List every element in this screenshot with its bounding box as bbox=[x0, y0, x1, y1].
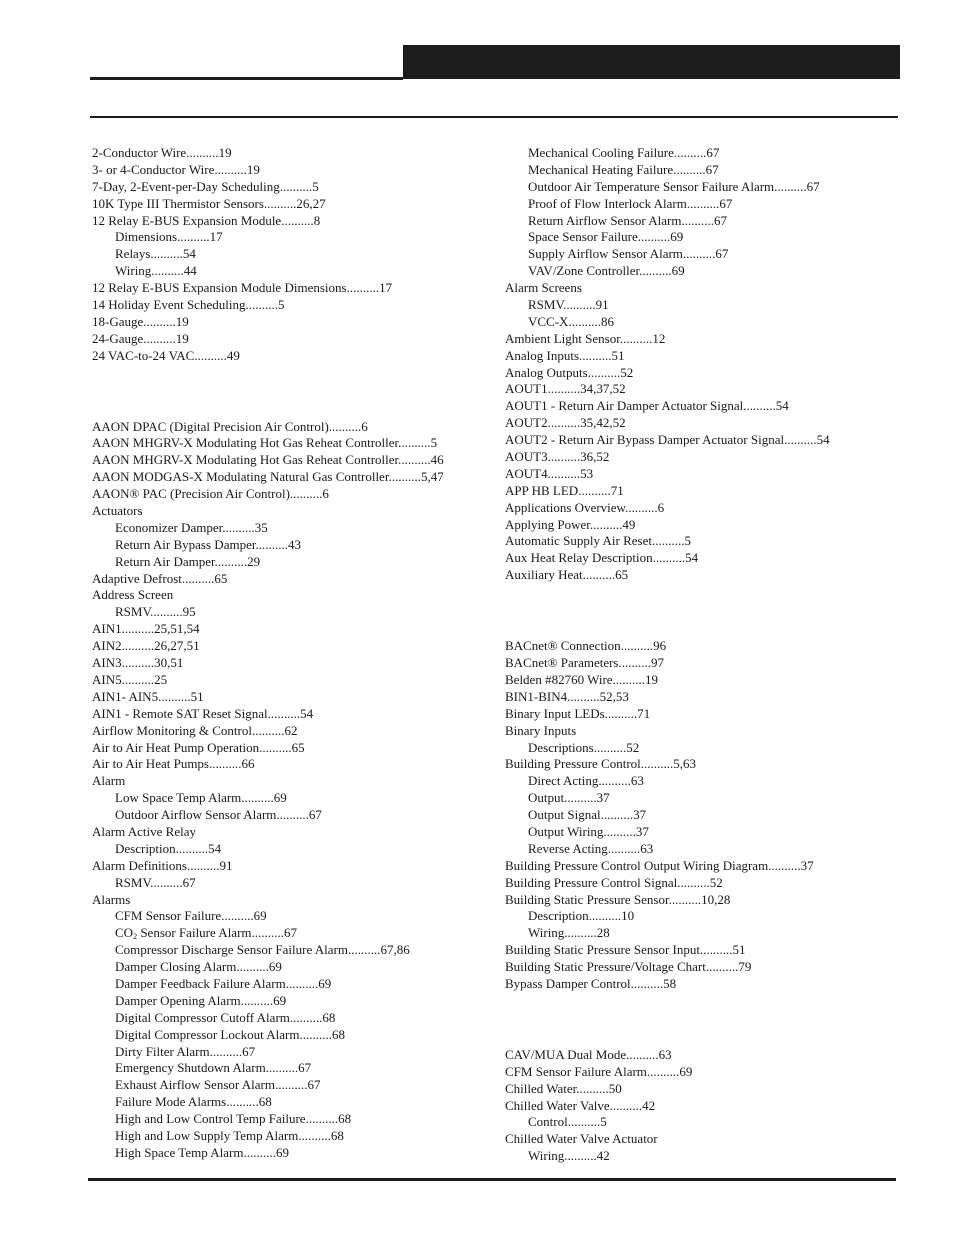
top-divider bbox=[90, 116, 898, 118]
index-group-b bbox=[505, 638, 905, 993]
index-entry: 2-Conductor Wire..........19 bbox=[92, 145, 232, 160]
index-subentry: Direct Acting..........63 bbox=[528, 773, 644, 789]
index-subentry: Return Air Bypass Damper..........43 bbox=[115, 536, 301, 552]
header-bar bbox=[403, 45, 900, 79]
section-gap bbox=[92, 365, 492, 419]
index-entry: Building Static Pressure Sensor Input..........51 bbox=[505, 942, 746, 958]
index-entry: Building Pressure Control Signal..........52 bbox=[505, 874, 723, 890]
index-entry: Alarms bbox=[92, 891, 131, 907]
index-entry: Alarm Active Relay bbox=[92, 823, 196, 839]
index-subentry: Digital Compressor Cutoff Alarm..........68 bbox=[115, 1009, 336, 1025]
index-subentry: Exhaust Airflow Sensor Alarm..........67 bbox=[115, 1077, 321, 1093]
index-entry: AOUT2 - Return Air Bypass Damper Actuator Signal..........54 bbox=[505, 432, 830, 448]
index-subentry: Relays..........54 bbox=[115, 246, 196, 262]
index-entry: Building Pressure Control Output Wiring Diagram..........37 bbox=[505, 857, 814, 873]
index-entry: Address Screen bbox=[92, 587, 174, 603]
index-entry: Adaptive Defrost..........65 bbox=[92, 570, 228, 586]
index-entry: AOUT3..........36,52 bbox=[505, 449, 610, 465]
index-entry: AAON MHGRV-X Modulating Hot Gas Reheat Controller..........46 bbox=[92, 452, 444, 468]
index-entry: BIN1-BIN4..........52,53 bbox=[505, 688, 629, 704]
index-subentry: Dirty Filter Alarm..........67 bbox=[115, 1043, 256, 1059]
index-subentry: High and Low Supply Temp Alarm..........68 bbox=[115, 1127, 344, 1143]
index-subentry: Output Wiring..........37 bbox=[528, 823, 649, 839]
index-entry: AAON DPAC (Digital Precision Air Control)..........6 bbox=[92, 418, 368, 434]
index-entry: Building Static Pressure/Voltage Chart..........79 bbox=[505, 959, 752, 975]
index-entry: AOUT1 - Return Air Damper Actuator Signal..........54 bbox=[505, 398, 789, 414]
index-entry: BACnet® Parameters..........97 bbox=[505, 655, 664, 671]
index-entry: 18-Gauge..........19 bbox=[92, 313, 189, 329]
index-subentry: Wiring..........28 bbox=[528, 925, 610, 941]
index-entry: AOUT4..........53 bbox=[505, 465, 594, 481]
index-entry: Airflow Monitoring & Control..........62 bbox=[92, 722, 298, 738]
index-subentry: Dimensions..........17 bbox=[115, 229, 223, 245]
index-subentry: Wiring..........42 bbox=[528, 1148, 610, 1164]
index-entry: Air to Air Heat Pump Operation..........65 bbox=[92, 739, 305, 755]
index-subentry: Supply Airflow Sensor Alarm..........67 bbox=[528, 246, 729, 262]
footer-rule bbox=[88, 1178, 896, 1181]
index-entry: Automatic Supply Air Reset..........5 bbox=[505, 533, 691, 549]
index-subentry: Emergency Shutdown Alarm..........67 bbox=[115, 1060, 312, 1076]
index-entry: CAV/MUA Dual Mode..........63 bbox=[505, 1046, 672, 1062]
index-entry: Analog Inputs..........51 bbox=[505, 347, 625, 363]
index-subentry: Output..........37 bbox=[528, 790, 610, 806]
index-entry: AIN2..........26,27,51 bbox=[92, 638, 200, 654]
index-entry: AIN1..........25,51,54 bbox=[92, 621, 200, 637]
index-subentry: Mechanical Heating Failure..........67 bbox=[528, 161, 719, 177]
index-subentry: Space Sensor Failure..........69 bbox=[528, 229, 684, 245]
index-subentry: Wiring..........44 bbox=[115, 263, 197, 279]
co2-subscript: 2 bbox=[133, 932, 138, 942]
index-subentry: RSMV..........95 bbox=[115, 604, 196, 620]
index-entry: 7-Day, 2-Event-per-Day Scheduling..........5 bbox=[92, 178, 319, 194]
index-entry: Chilled Water Valve Actuator bbox=[505, 1131, 658, 1147]
index-entry: Building Pressure Control..........5,63 bbox=[505, 756, 697, 772]
index-entry: AIN3..........30,51 bbox=[92, 655, 184, 671]
index-entry: Building Static Pressure Sensor..........10,28 bbox=[505, 891, 731, 907]
index-subentry: Digital Compressor Lockout Alarm..........68 bbox=[115, 1026, 346, 1042]
index-subentry: Mechanical Cooling Failure..........67 bbox=[528, 145, 720, 160]
index-entry: Applications Overview..........6 bbox=[505, 499, 665, 515]
index-group-a bbox=[92, 419, 492, 926]
index-entry: 12 Relay E-BUS Expansion Module Dimensions..........17 bbox=[92, 280, 393, 296]
index-subentry: Description..........54 bbox=[115, 840, 222, 856]
index-entry: Actuators bbox=[92, 503, 143, 519]
index-subentry: Compressor Discharge Sensor Failure Alarm..........67,86 bbox=[115, 942, 410, 958]
index-entry: Aux Heat Relay Description..........54 bbox=[505, 550, 699, 566]
section-gap bbox=[505, 993, 905, 1047]
index-entry: 24 VAC-to-24 VAC..........49 bbox=[92, 347, 240, 363]
index-entry: AOUT2..........35,42,52 bbox=[505, 415, 626, 431]
index-subentry: Outdoor Airflow Sensor Alarm..........67 bbox=[115, 807, 322, 823]
index-subentry: Return Airflow Sensor Alarm..........67 bbox=[528, 212, 727, 228]
index-entry: Alarm Definitions..........91 bbox=[92, 857, 233, 873]
index-entry: BACnet® Connection..........96 bbox=[505, 638, 667, 654]
index-entry: AOUT1..........34,37,52 bbox=[505, 381, 626, 397]
index-entry: Binary Input LEDs..........71 bbox=[505, 705, 651, 721]
index-subentry: Descriptions..........52 bbox=[528, 739, 640, 755]
index-subentry: Damper Feedback Failure Alarm..........69 bbox=[115, 975, 332, 991]
index-entry-co2-alarm bbox=[92, 925, 492, 942]
header-rule bbox=[90, 77, 403, 80]
index-column-right bbox=[505, 145, 905, 1165]
index-entry: Air to Air Heat Pumps..........66 bbox=[92, 756, 255, 772]
co2-co: CO bbox=[115, 925, 134, 941]
index-subentry: Description..........10 bbox=[528, 908, 635, 924]
index-entry: 10K Type III Thermistor Sensors..........26,27 bbox=[92, 195, 326, 211]
index-subentry: Damper Opening Alarm..........69 bbox=[115, 992, 287, 1008]
index-entry: 24-Gauge..........19 bbox=[92, 330, 189, 346]
index-entry: Belden #82760 Wire..........19 bbox=[505, 671, 659, 687]
index-subentry: Return Air Damper..........29 bbox=[115, 553, 261, 569]
index-subentry: Output Signal..........37 bbox=[528, 807, 647, 823]
index-entry: Bypass Damper Control..........58 bbox=[505, 975, 677, 991]
index-subentry: Proof of Flow Interlock Alarm..........67 bbox=[528, 195, 733, 211]
index-entry: CFM Sensor Failure Alarm..........69 bbox=[505, 1063, 693, 1079]
index-subentry: High and Low Control Temp Failure..........68 bbox=[115, 1111, 352, 1127]
index-entry: AAON® PAC (Precision Air Control)..........6 bbox=[92, 486, 329, 502]
section-gap bbox=[505, 584, 905, 638]
index-entry: AIN1- AIN5..........51 bbox=[92, 688, 204, 704]
index-entry: AIN5..........25 bbox=[92, 671, 168, 687]
index-entry: Chilled Water Valve..........42 bbox=[505, 1097, 656, 1113]
index-entry: APP HB LED..........71 bbox=[505, 482, 624, 498]
index-subentry: CFM Sensor Failure..........69 bbox=[115, 908, 267, 924]
index-entry: AAON MODGAS-X Modulating Natural Gas Controller..........5,47 bbox=[92, 469, 444, 485]
index-group-alarms-cont bbox=[92, 942, 492, 1162]
index-subentry: Low Space Temp Alarm..........69 bbox=[115, 790, 287, 806]
index-entry: 3- or 4-Conductor Wire..........19 bbox=[92, 161, 260, 177]
index-subentry: High Space Temp Alarm..........69 bbox=[115, 1144, 289, 1160]
index-entry: Chilled Water..........50 bbox=[505, 1080, 622, 1096]
index-entry: Analog Outputs..........52 bbox=[505, 364, 634, 380]
index-entry: Ambient Light Sensor..........12 bbox=[505, 330, 666, 346]
co2-rest: Sensor Failure Alarm..........67 bbox=[137, 925, 298, 941]
index-group-alarms-right bbox=[505, 145, 905, 584]
index-entry: 12 Relay E-BUS Expansion Module..........8 bbox=[92, 212, 321, 228]
index-subentry: Damper Closing Alarm..........69 bbox=[115, 959, 282, 975]
index-subentry: Failure Mode Alarms..........68 bbox=[115, 1094, 272, 1110]
index-group-numeric bbox=[92, 145, 492, 365]
index-subentry: RSMV..........67 bbox=[115, 874, 196, 890]
index-entry: 14 Holiday Event Scheduling..........5 bbox=[92, 297, 285, 313]
index-subentry: Economizer Damper..........35 bbox=[115, 519, 268, 535]
index-entry: Applying Power..........49 bbox=[505, 516, 636, 532]
index-column-left bbox=[92, 145, 492, 1162]
index-subentry: VAV/Zone Controller..........69 bbox=[528, 263, 685, 279]
index-entry: AIN1 - Remote SAT Reset Signal..........54 bbox=[92, 705, 314, 721]
index-entry: Auxiliary Heat..........65 bbox=[505, 567, 629, 583]
index-group-c bbox=[505, 1047, 905, 1165]
index-entry: Alarm bbox=[92, 773, 126, 789]
index-entry: AAON MHGRV-X Modulating Hot Gas Reheat Controller..........5 bbox=[92, 435, 438, 451]
index-subentry: RSMV..........91 bbox=[528, 297, 609, 313]
index-subentry: VCC-X..........86 bbox=[528, 313, 614, 329]
index-entry: Alarm Screens bbox=[505, 280, 582, 296]
index-entry: Binary Inputs bbox=[505, 722, 577, 738]
index-subentry: Reverse Acting..........63 bbox=[528, 840, 654, 856]
index-subentry: Outdoor Air Temperature Sensor Failure Alarm..........67 bbox=[528, 178, 820, 194]
index-subentry: Control..........5 bbox=[528, 1114, 607, 1130]
